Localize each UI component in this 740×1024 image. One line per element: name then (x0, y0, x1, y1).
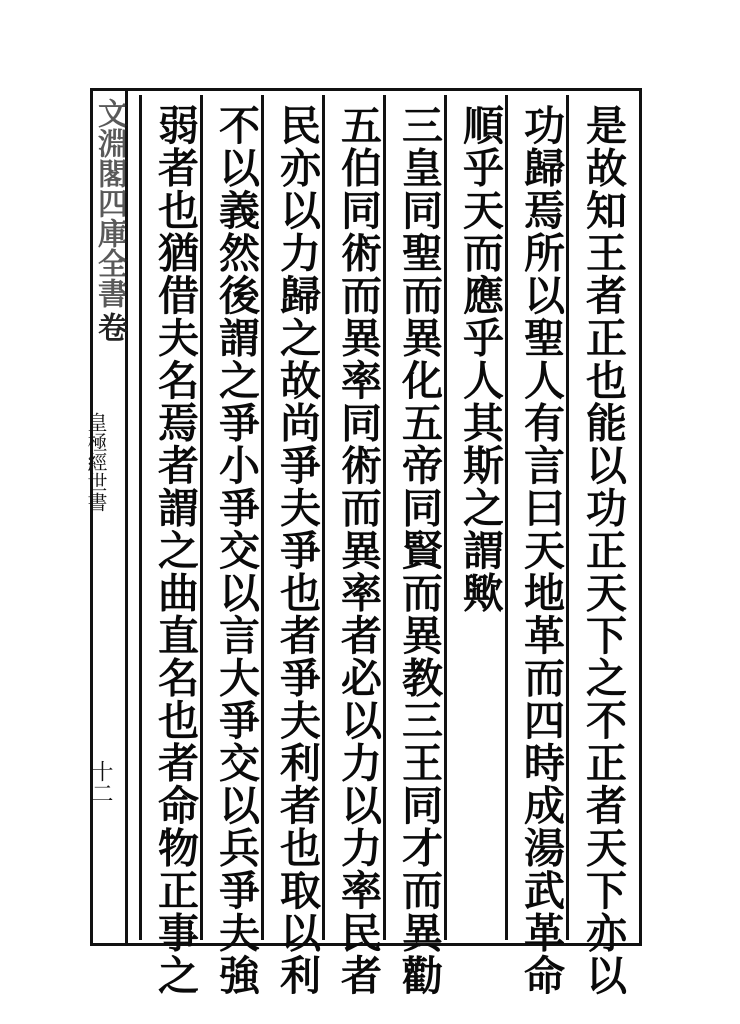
collection-title: 文淵閣四庫全書 (92, 98, 127, 308)
text-column: 是故知王者正也能以功正天下之不正者天下亦以 (579, 104, 627, 997)
column-rule (139, 95, 142, 940)
text-column: 不以義然後謂之爭小爭交以言大爭交以兵爭夫強 (212, 104, 260, 997)
text-column: 民亦以力歸之故尚爭夫爭也者爭夫利者也取以利 (273, 104, 321, 997)
book-title: 皇極經世書 (84, 412, 108, 512)
text-column: 三皇同聖而異化五帝同賢而異教三王同才而異勸 (395, 104, 443, 997)
text-column: 順乎天而應乎人其斯之謂歟 (456, 104, 504, 614)
page-number: 十二 (88, 760, 113, 804)
text-column: 五伯同術而異率同術而異率者必以力以力率民者 (334, 104, 382, 997)
text-column: 弱者也猶借夫名焉者謂之曲直名也者命物正事之 (151, 104, 199, 997)
juan-marker: 卷 (92, 312, 127, 342)
text-column: 功歸焉所以聖人有言曰天地革而四時成湯武革命 (517, 104, 565, 997)
